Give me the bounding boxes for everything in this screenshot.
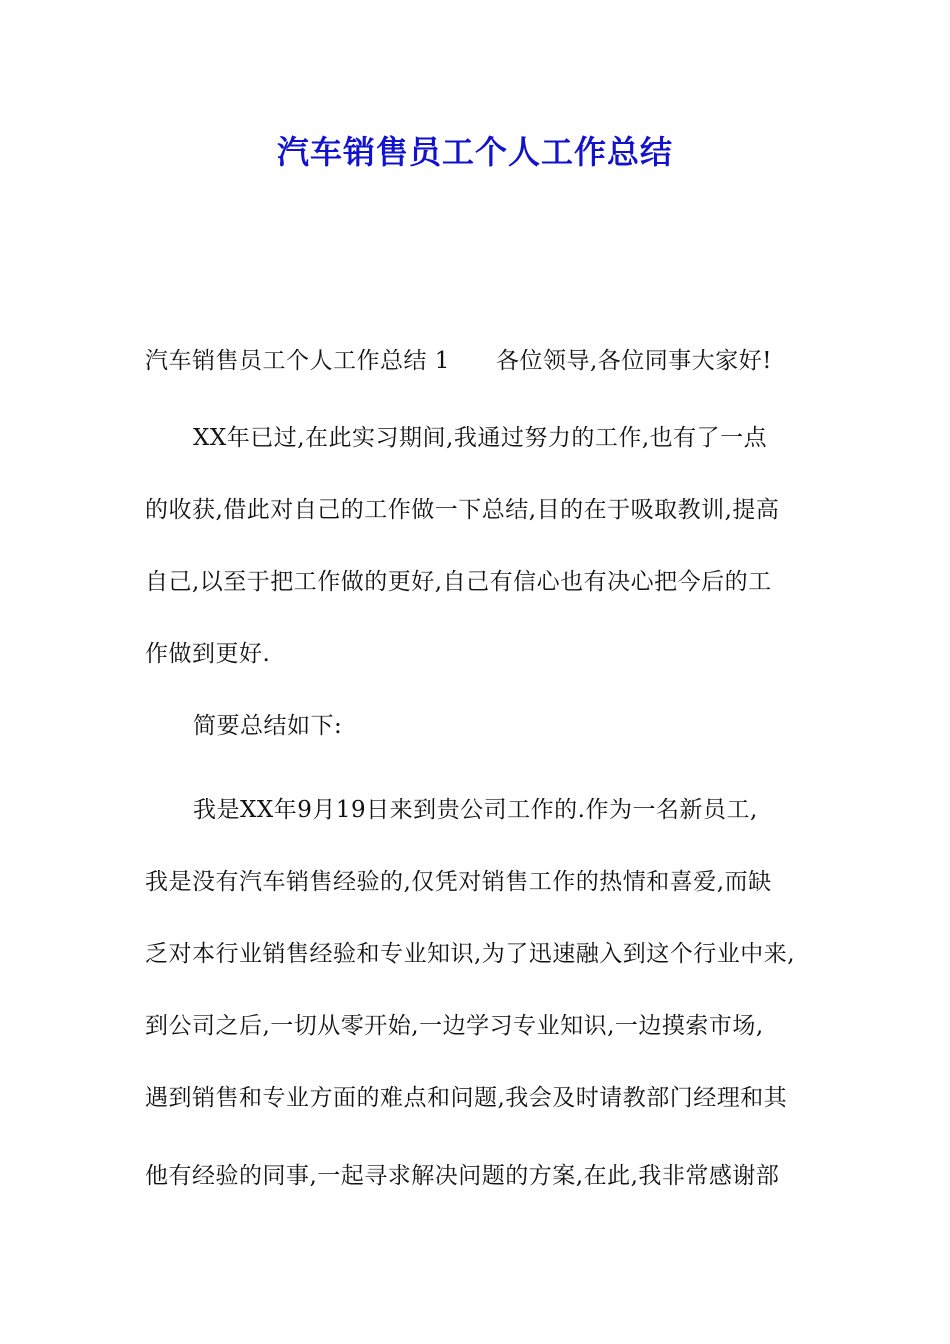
paragraph-line: 自己,以至于把工作做的更好,自己有信心也有决心把今后的工 xyxy=(145,569,772,595)
paragraph-line: 简要总结如下: xyxy=(193,713,343,739)
paragraph-line: 遇到销售和专业方面的难点和问题,我会及时请教部门经理和其 xyxy=(145,1085,788,1111)
paragraph-line: 我是XX年9月19日来到贵公司工作的.作为一名新员工, xyxy=(193,797,758,823)
paragraph-line: 到公司之后,一切从零开始,一边学习专业知识,一边摸索市场, xyxy=(145,1013,764,1039)
paragraph-line: 的收获,借此对自己的工作做一下总结,目的在于吸取教训,提高 xyxy=(145,497,780,523)
paragraph-line: 乏对本行业销售经验和专业知识,为了迅速融入到这个行业中来, xyxy=(145,941,796,967)
paragraph-line: 我是没有汽车销售经验的,仅凭对销售工作的热情和喜爱,而缺 xyxy=(145,869,772,895)
section-heading: 汽车销售员工个人工作总结 1 xyxy=(145,348,450,374)
paragraph-line: 作做到更好. xyxy=(145,641,271,667)
paragraph-line: 他有经验的同事,一起寻求解决问题的方案,在此,我非常感谢部 xyxy=(145,1163,780,1189)
paragraph-line: XX年已过,在此实习期间,我通过努力的工作,也有了一点 xyxy=(193,425,768,451)
heading-line xyxy=(145,343,825,379)
greeting-text: 各位领导,各位同事大家好! xyxy=(495,348,773,374)
document-title: 汽车销售员工个人工作总结 xyxy=(276,133,673,171)
